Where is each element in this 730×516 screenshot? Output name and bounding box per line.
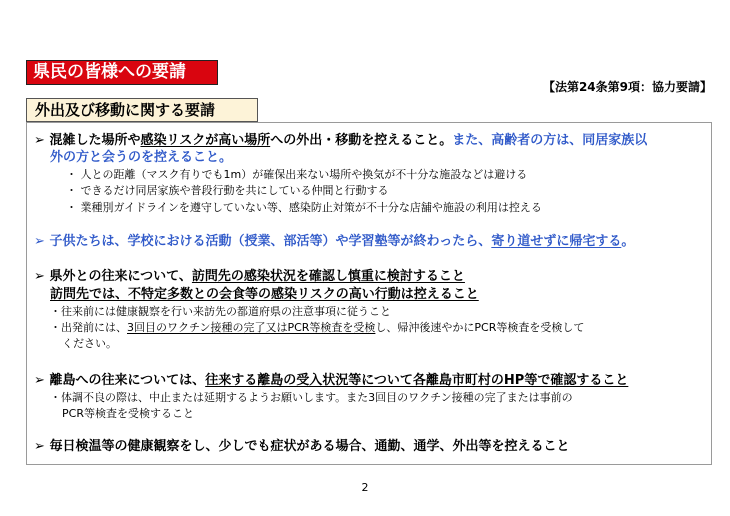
request-item-3-sub-1: ・往来前には健康観察を行い来訪先の都道府県の注意事項に従うこと (50, 305, 391, 318)
request-item-3-sub-2: ・出発前には、3回目のワクチン接種の完了又はPCR等検査を受検し、帰沖後速やかにPCR等検査を受検して (50, 321, 585, 334)
request-item-4-sub-1: ・体調不良の際は、中止または延期するようお願いします。また3回目のワクチン接種の完了または事前の (50, 391, 573, 404)
request-item-3-sub-3: ください。 (62, 337, 117, 350)
request-item-5: ➢ 毎日検温等の健康観察をし、少しでも症状がある場合、通勤、通学、外出等を控えること (34, 439, 570, 454)
bullet-arrow-icon: ➢ (34, 269, 45, 284)
bullet-arrow-icon: ➢ (34, 133, 45, 148)
request-item-2: ➢ 子供たちは、学校における活動（授業、部活等）や学習塾等が終わったら、寄り道せずに帰宅する。 (34, 234, 635, 249)
request-item-1-sub-1: ・ 人との距離（マスク有りでも1m）が確保出来ない場所や換気が不十分な施設などは避ける (66, 168, 528, 181)
request-item-1-line-2: 外の方と会うのを控えること。 (50, 150, 233, 165)
page-title: 県民の皆様への要請 (26, 60, 218, 85)
bullet-arrow-icon: ➢ (34, 373, 45, 388)
bullet-arrow-icon: ➢ (34, 234, 45, 249)
request-item-1-sub-2: ・ できるだけ同居家族や普段行動を共にしている仲間と行動する (66, 184, 389, 197)
request-item-1-line-1: ➢ 混雑した場所や感染リスクが高い場所への外出・移動を控えること。また、高齢者の方は、同居家族以 (34, 133, 648, 148)
request-item-3-line-2: 訪問先では、不特定多数との会食等の感染リスクの高い行動は控えること (50, 287, 479, 302)
page-number: 2 (361, 481, 369, 494)
request-item-4-sub-2: PCR等検査を受検すること (62, 407, 194, 420)
law-reference: 【法第24条第9項：協力要請】 (542, 80, 712, 94)
request-item-3-line-1: ➢ 県外との往来について、訪問先の感染状況を確認し慎重に検討すること (34, 269, 465, 284)
request-item-1-sub-3: ・ 業種別ガイドラインを遵守していない等、感染防止対策が不十分な店舗や施設の利用は控える (66, 201, 542, 214)
bullet-arrow-icon: ➢ (34, 439, 45, 454)
request-item-4: ➢ 離島への往来については、往来する離島の受入状況等について各離島市町村のHP等で確認すること (34, 373, 629, 388)
section-title: 外出及び移動に関する要請 (26, 98, 258, 122)
